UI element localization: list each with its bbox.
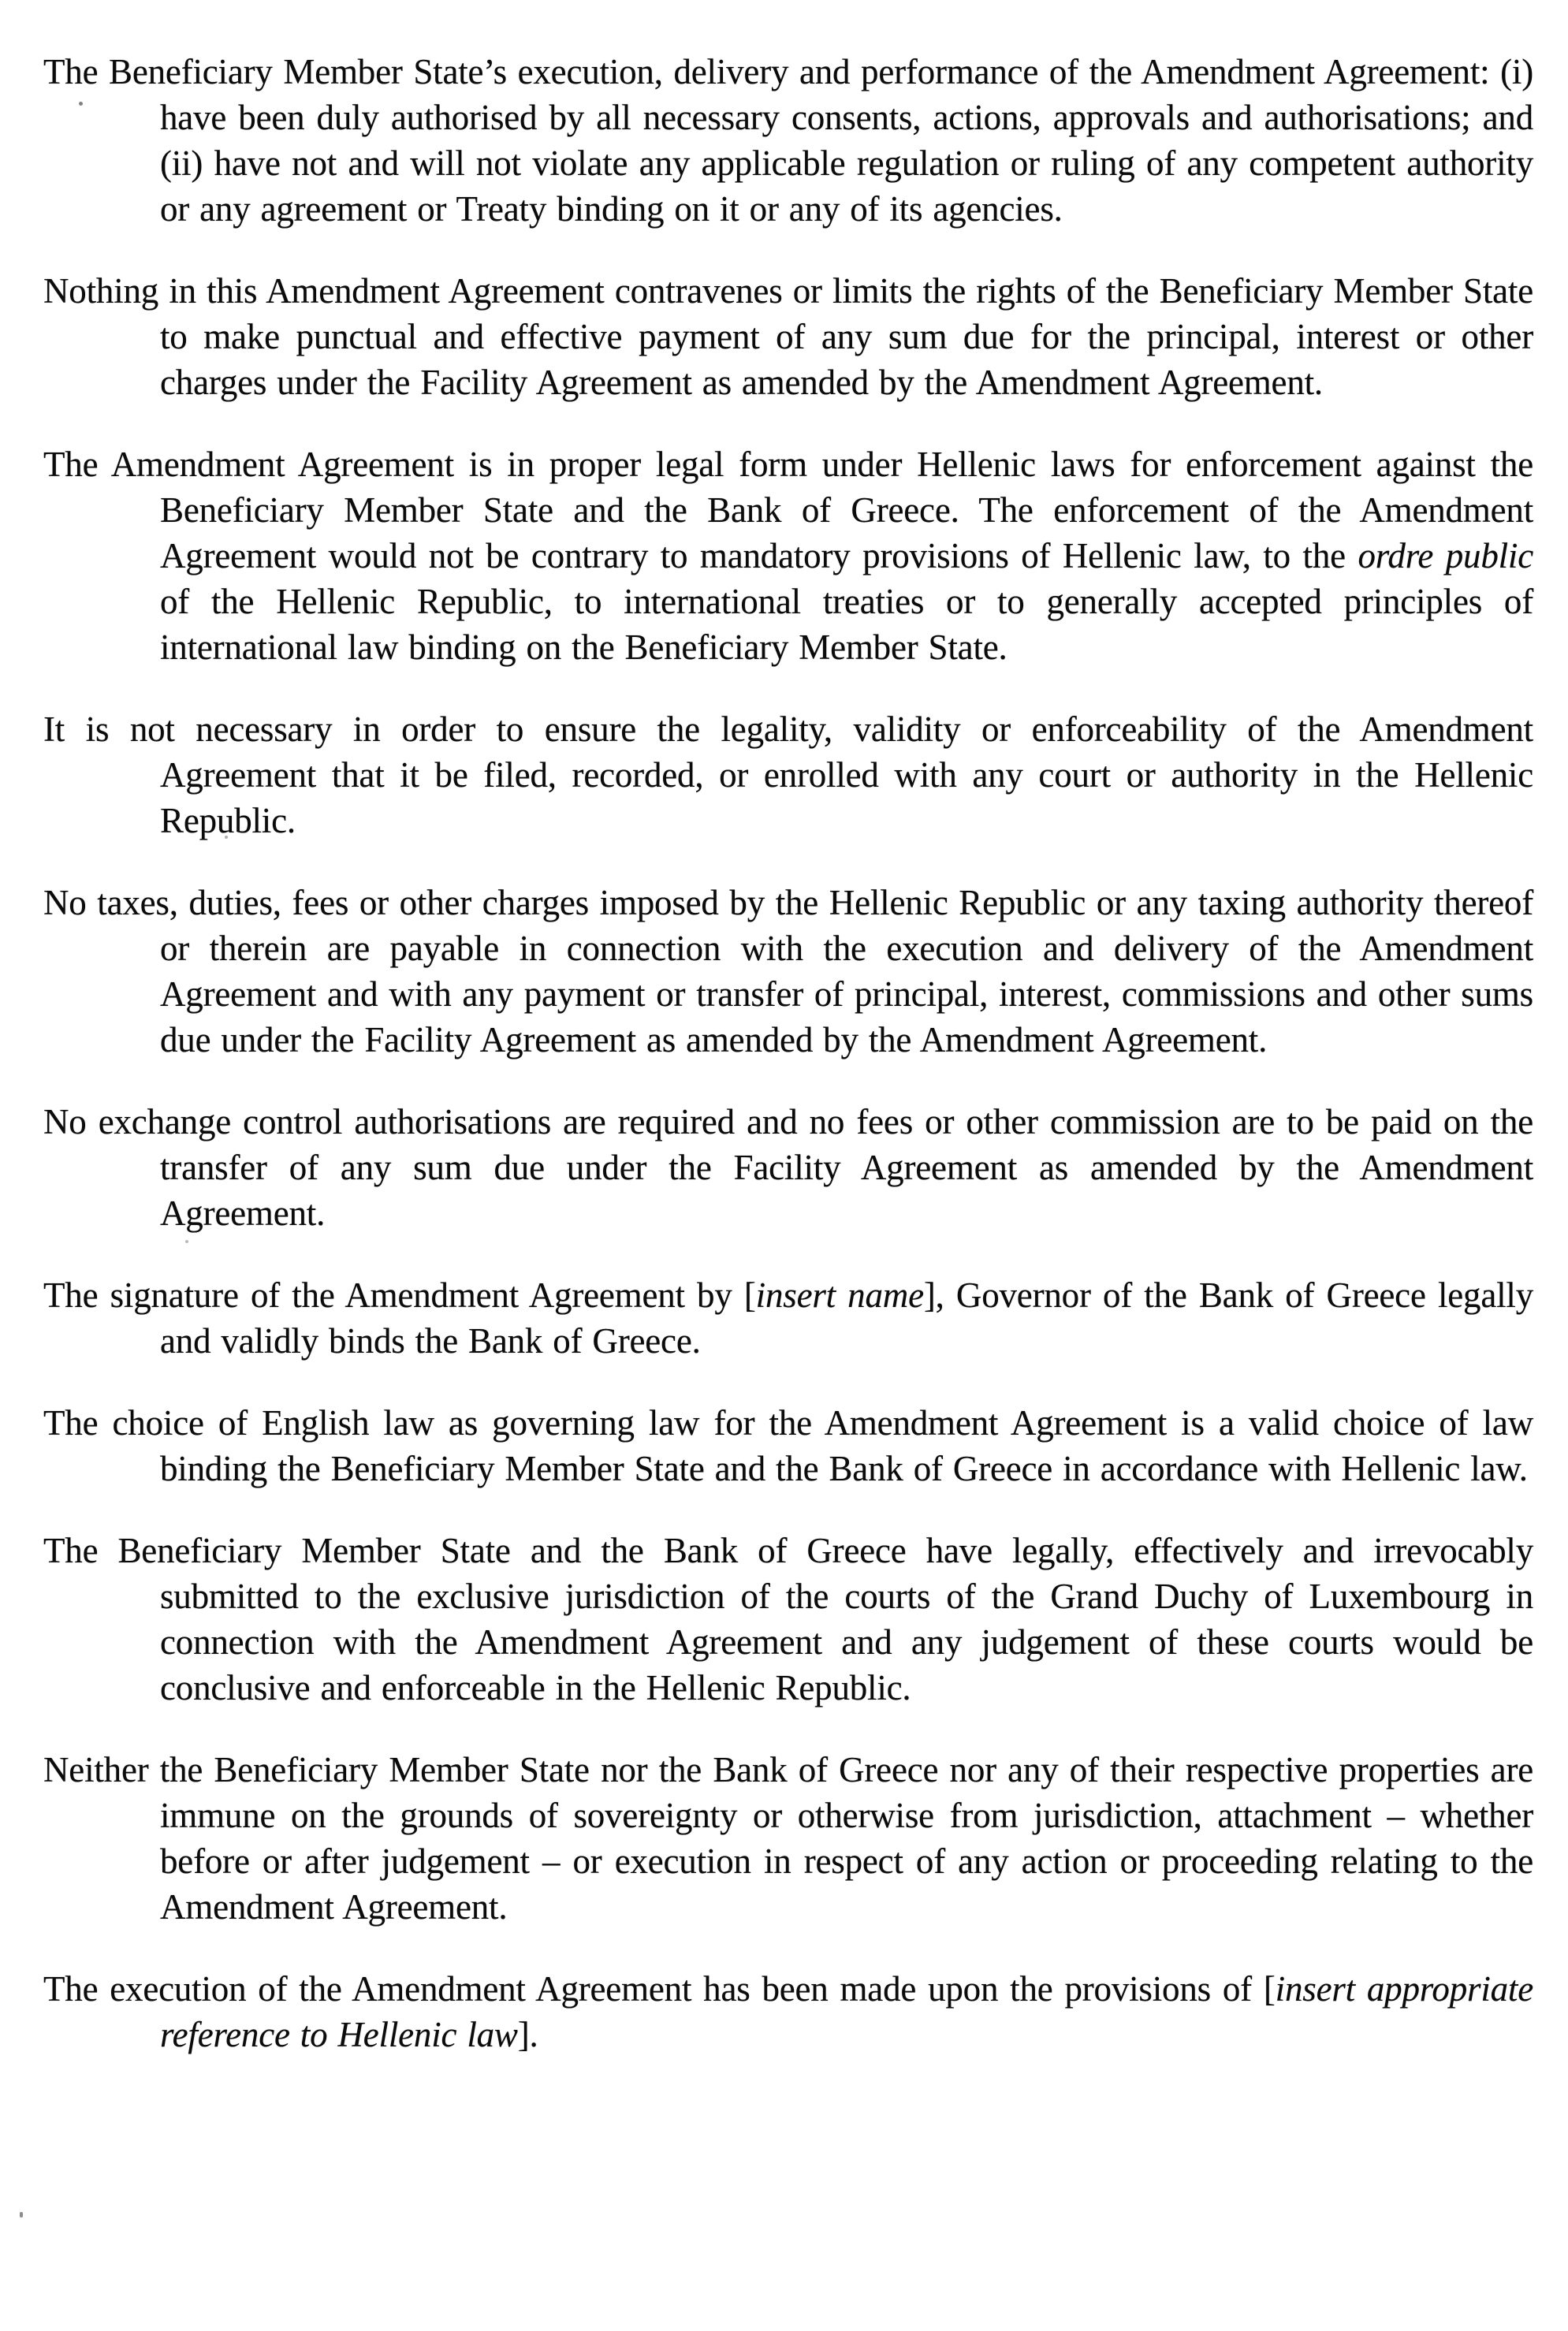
scan-speck <box>225 836 228 839</box>
text-segment: of the Hellenic Republic, to international treaties or to generally accepted principles of international law binding on the Beneficiary Member State. <box>160 582 1533 667</box>
text-segment: ], Governor of the Bank of Greece legally and validly binds the Bank of Greece. <box>160 1275 1534 1361</box>
text-segment: It is not necessary in order to ensure the legality, validity or enforceability of the Amendment Agreement that it be filed, recorded, or enrolled with any court or authority in the Hellenic Republic. <box>43 709 1533 840</box>
italic-text-segment: insert appropriate reference to Hellenic law <box>160 1969 1533 2054</box>
text-segment: No taxes, duties, fees or other charges imposed by the Hellenic Republic or any taxing authority thereof or therein are payable in connection with the execution and delivery of the Amendment Agreement and with any payment or transfer of principal, interest, commissions and other sums due under the Facility Agreement as amended by the Amendment Agreement. <box>43 883 1533 1059</box>
paragraph <box>43 268 1533 405</box>
text-segment: The execution of the Amendment Agreement has been made upon the provisions of [ <box>43 1969 1276 2009</box>
text-segment: The Beneficiary Member State’s execution, delivery and performance of the Amendment Agreement: (i) have been duly authorised by all necessary consents, actions, approvals and authorisations; and (ii) have not and will not violate any applicable regulation or ruling of any competent authority or any agreement or Treaty binding on it or any of its agencies. <box>43 52 1533 229</box>
text-segment: No exchange control authorisations are required and no fees or other commission are to be paid on the transfer of any sum due under the Facility Agreement as amended by the Amendment Agreement. <box>43 1102 1533 1233</box>
paragraph <box>43 1747 1533 1930</box>
document-body <box>43 49 1533 2057</box>
italic-text-segment: insert name <box>755 1275 924 1315</box>
text-segment: Nothing in this Amendment Agreement contravenes or limits the rights of the Beneficiary Member State to make punctual and effective payment of any sum due for the principal, interest or other charges under the Facility Agreement as amended by the Amendment Agreement. <box>43 271 1533 402</box>
paragraph <box>43 880 1533 1063</box>
paragraph <box>43 1966 1533 2057</box>
paragraph <box>43 441 1533 670</box>
scan-speck <box>185 1240 188 1243</box>
text-segment: The Beneficiary Member State and the Bank of Greece have legally, effectively and irrevocably submitted to the exclusive jurisdiction of the courts of the Grand Duchy of Luxembourg in connection with the Amendment Agreement and any judgement of these courts would be conclusive and enforceable in the Hellenic Republic. <box>43 1531 1533 1707</box>
paragraph <box>43 1272 1533 1364</box>
text-segment: ]. <box>517 2015 538 2054</box>
text-segment: The choice of English law as governing law for the Amendment Agreement is a valid choice of law binding the Beneficiary Member State and the Bank of Greece in accordance with Hellenic law. <box>43 1403 1533 1488</box>
text-segment: Neither the Beneficiary Member State nor the Bank of Greece nor any of their respective properties are immune on the grounds of sovereignty or otherwise from jurisdiction, attachment – whether before or after judgement – or execution in respect of any action or proceeding relating to the Amendment Agreement. <box>43 1750 1533 1927</box>
paragraph <box>43 49 1533 232</box>
paragraph <box>43 706 1533 843</box>
italic-text-segment: ordre public <box>1358 536 1533 575</box>
scan-speck <box>79 102 83 106</box>
scan-speck <box>20 2212 23 2217</box>
paragraph <box>43 1400 1533 1491</box>
text-segment: The signature of the Amendment Agreement by [ <box>43 1275 756 1315</box>
text-segment: The Amendment Agreement is in proper legal form under Hellenic laws for enforcement against the Beneficiary Member State and the Bank of Greece. The enforcement of the Amendment Agreement would not be contrary to mandatory provisions of Hellenic law, to the <box>43 445 1533 575</box>
paragraph <box>43 1099 1533 1236</box>
paragraph <box>43 1528 1533 1711</box>
